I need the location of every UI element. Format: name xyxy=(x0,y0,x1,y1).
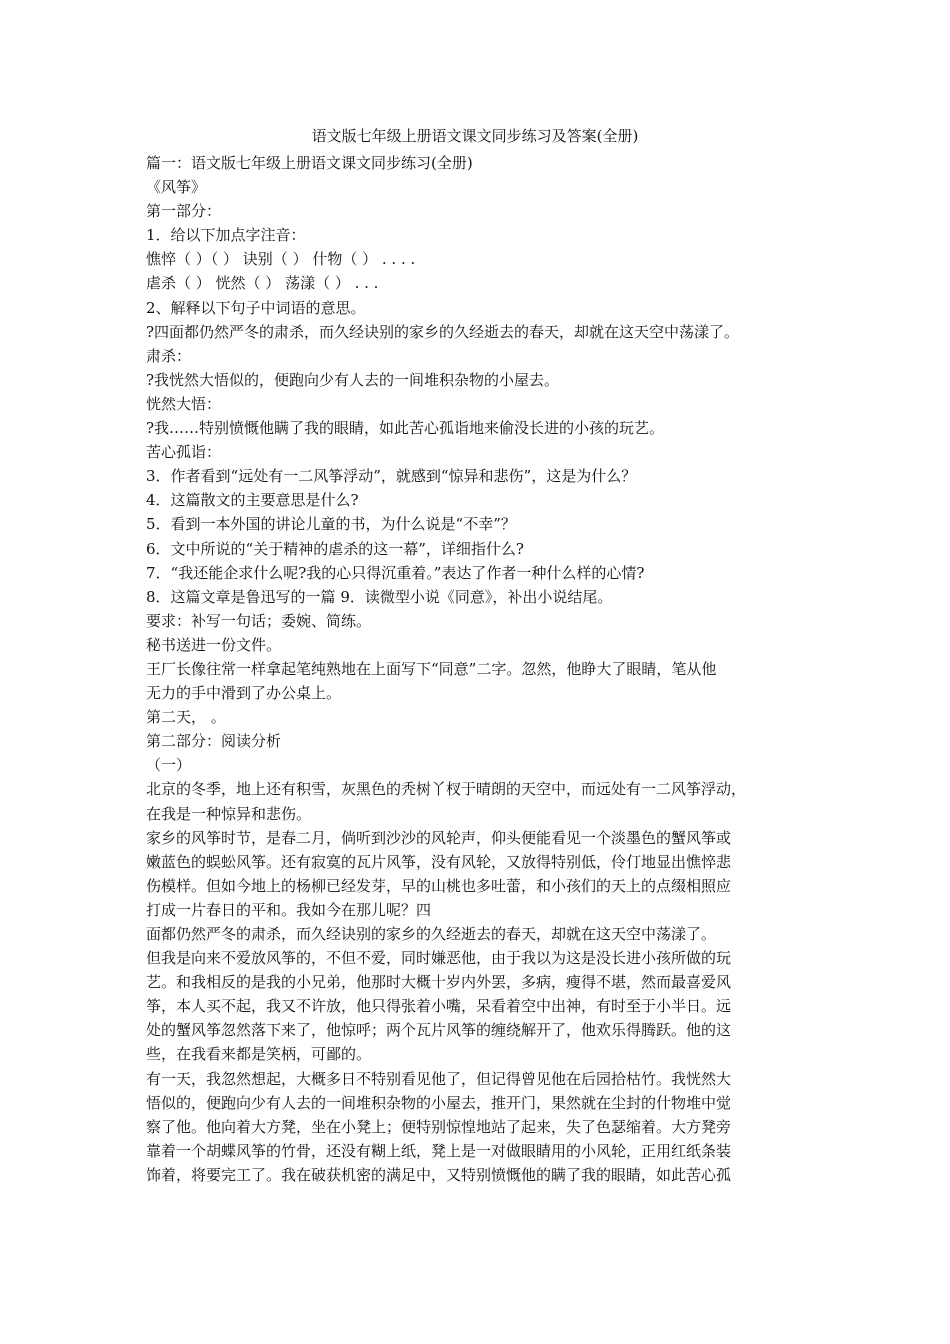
text-line: 第二部分：阅读分析 xyxy=(146,732,282,751)
document-body xyxy=(146,151,826,1187)
text-line: ?我恍然大悟似的，便跑向少有人去的一间堆积杂物的小屋去。 xyxy=(146,370,560,389)
text-line: 1．给以下加点字注音： xyxy=(146,226,306,245)
text-line: 恍然大悟： xyxy=(146,394,222,413)
text-line: 悟似的，便跑向少有人去的一间堆积杂物的小屋去，推开门，果然就在尘封的什物堆中觉 xyxy=(146,1093,732,1112)
text-line: 《风筝》 xyxy=(146,178,207,197)
text-line: 3．作者看到“远处有一二风筝浮动”，就感到“惊异和悲伤”，这是为什么？ xyxy=(146,467,637,486)
text-line: 秘书送进一份文件。 xyxy=(146,635,282,654)
text-line: 艺。和我相反的是我的小兄弟，他那时大概十岁内外罢，多病，瘦得不堪，然而最喜爱风 xyxy=(146,973,732,992)
text-line: 王厂长像往常一样拿起笔纯熟地在上面写下“同意”二字。忽然，他睁大了眼睛，笔从他 xyxy=(146,659,717,678)
text-line: 在我是一种惊异和悲伤。 xyxy=(146,804,312,823)
text-line: 筝，本人买不起，我又不许放，他只得张着小嘴，呆看着空中出神，有时至于小半日。远 xyxy=(146,997,732,1016)
text-line: 北京的冬季，地上还有积雪，灰黑色的秃树丫杈于晴朗的天空中，而远处有一二风筝浮动， xyxy=(146,780,747,799)
text-line: ?四面都仍然严冬的肃杀，而久经诀别的家乡的久经逝去的春天，却就在这天空中荡漾了。 xyxy=(146,322,740,341)
text-line: 伤模样。但如今地上的杨柳已经发芽，早的山桃也多吐蕾，和小孩们的天上的点缀相照应 xyxy=(146,876,732,895)
text-line: 4．这篇散文的主要意思是什么? xyxy=(146,491,359,510)
text-line: 5．看到一本外国的讲论儿童的书，为什么说是“不幸”？ xyxy=(146,515,516,534)
text-line: 篇一：语文版七年级上册语文课文同步练习(全册) xyxy=(146,154,473,172)
text-line: 但我是向来不爱放风筝的，不但不爱，同时嫌恶他，由于我以为这是没长进小孩所做的玩 xyxy=(146,949,732,968)
document-title: 语文版七年级上册语文课文同步练习及答案(全册) xyxy=(311,127,639,145)
text-line: 处的蟹风筝忽然落下来了，他惊呼；两个瓦片风筝的缠绕解开了，他欢乐得腾跃。他的这 xyxy=(146,1021,732,1040)
text-line: （一） xyxy=(146,756,192,775)
text-line: 第一部分： xyxy=(146,202,222,221)
text-line: ?我……特别愤慨他瞒了我的眼睛，如此苦心孤诣地来偷没长进的小孩的玩艺。 xyxy=(146,419,665,438)
text-line: 无力的手中滑到了办公桌上。 xyxy=(146,684,342,703)
text-line: 肃杀： xyxy=(146,346,192,365)
text-line: 6．文中所说的“关于精神的虐杀的这一幕”，详细指什么? xyxy=(146,539,524,558)
text-line: 靠着一个胡蝶风筝的竹骨，还没有糊上纸，凳上是一对做眼睛用的小风轮，正用红纸条装 xyxy=(146,1141,732,1160)
text-line: 有一天，我忽然想起，大概多日不特别看见他了，但记得曾见他在后园拾枯竹。我恍然大 xyxy=(146,1069,732,1088)
text-line: 些，在我看来都是笑柄，可鄙的。 xyxy=(146,1045,372,1064)
text-line: 憔悴（ ）（ ） 诀别（ ） 什物（ ） . . . . xyxy=(146,250,416,269)
text-line: 7．“我还能企求什么呢?我的心只得沉重着。”表达了作者一种什么样的心情? xyxy=(146,563,645,582)
text-line: 嫩蓝色的蜈蚣风筝。还有寂寞的瓦片风筝，没有风轮，又放得特别低，伶仃地显出憔悴悲 xyxy=(146,852,732,871)
text-line: 苦心孤诣： xyxy=(146,443,222,462)
text-line: 虐杀（ ） 恍然（ ） 荡漾（ ） . . . xyxy=(146,274,379,293)
text-line: 8．这篇文章是鲁迅写的一篇 9．读微型小说《同意》，补出小说结尾。 xyxy=(146,587,613,606)
text-line: 面都仍然严冬的肃杀，而久经诀别的家乡的久经逝去的春天，却就在这天空中荡漾了。 xyxy=(146,925,717,943)
text-line: 2、解释以下句子中词语的意思。 xyxy=(146,298,366,317)
text-line: 打成一片春日的平和。我如今在那儿呢？四 xyxy=(146,900,432,919)
text-line: 察了他。他向着大方凳，坐在小凳上；便特别惊惶地站了起来，失了色瑟缩着。大方凳旁 xyxy=(146,1117,732,1136)
text-line: 要求：补写一句话；委婉、简练。 xyxy=(146,611,372,630)
text-line: 饰着，将要完工了。我在破获机密的满足中，又特别愤慨他的瞒了我的眼睛，如此苦心孤 xyxy=(146,1165,732,1184)
text-line: 家乡的风筝时节，是春二月，倘听到沙沙的风轮声，仰头便能看见一个淡墨色的蟹风筝或 xyxy=(146,828,732,847)
text-line: 第二天， 。 xyxy=(146,708,226,727)
